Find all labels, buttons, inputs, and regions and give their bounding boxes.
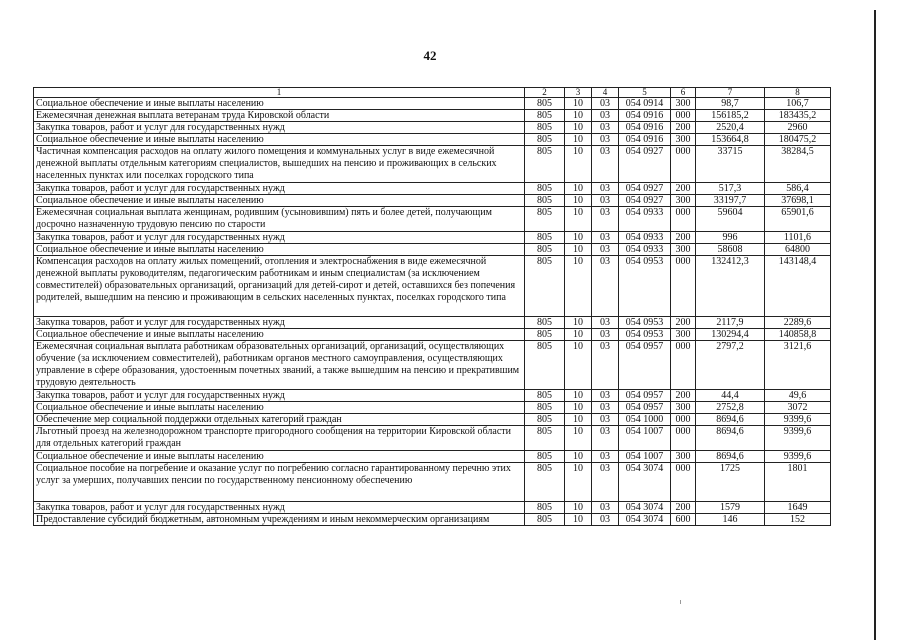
cell-ministry-code: 805 bbox=[525, 341, 565, 390]
cell-target-article: 054 0916 bbox=[619, 110, 671, 122]
row-name: Социальное обеспечение и иные выплаты населению bbox=[34, 329, 525, 341]
cell-section: 10 bbox=[565, 451, 592, 463]
cell-amount-col7: 132412,3 bbox=[696, 256, 765, 317]
cell-subsection: 03 bbox=[592, 232, 619, 244]
cell-ministry-code: 805 bbox=[525, 329, 565, 341]
cell-amount-col7: 1579 bbox=[696, 502, 765, 514]
cell-amount-col8: 140858,8 bbox=[765, 329, 831, 341]
row-name: Закупка товаров, работ и услуг для государственных нужд bbox=[34, 317, 525, 329]
cell-expense-type: 200 bbox=[671, 502, 696, 514]
cell-section: 10 bbox=[565, 426, 592, 451]
cell-amount-col7: 8694,6 bbox=[696, 451, 765, 463]
row-name: Частичная компенсация расходов на оплату жилого помещения и коммунальных услуг в виде ежемесячной денежной выплаты отдельным категориям специалистов, вышедших на пенсию и проживающих в сельских населенных пунктах или поселках городского типа bbox=[34, 146, 525, 183]
cell-target-article: 054 1000 bbox=[619, 414, 671, 426]
cell-section: 10 bbox=[565, 195, 592, 207]
column-header: 6 bbox=[671, 88, 696, 98]
cell-expense-type: 200 bbox=[671, 183, 696, 195]
cell-target-article: 054 0933 bbox=[619, 207, 671, 232]
cell-ministry-code: 805 bbox=[525, 134, 565, 146]
row-name: Льготный проезд на железнодорожном транспорте пригородного сообщения на территории Кировской области для отдельных категорий граждан bbox=[34, 426, 525, 451]
cell-target-article: 054 0916 bbox=[619, 134, 671, 146]
cell-section: 10 bbox=[565, 463, 592, 502]
cell-subsection: 03 bbox=[592, 414, 619, 426]
cell-amount-col8: 1801 bbox=[765, 463, 831, 502]
table-row bbox=[34, 146, 831, 183]
cell-ministry-code: 805 bbox=[525, 110, 565, 122]
row-name: Закупка товаров, работ и услуг для государственных нужд bbox=[34, 390, 525, 402]
cell-subsection: 03 bbox=[592, 207, 619, 232]
cell-subsection: 03 bbox=[592, 317, 619, 329]
row-name: Социальное обеспечение и иные выплаты населению bbox=[34, 451, 525, 463]
cell-amount-col7: 156185,2 bbox=[696, 110, 765, 122]
cell-target-article: 054 0933 bbox=[619, 232, 671, 244]
table-row bbox=[34, 110, 831, 122]
cell-target-article: 054 0927 bbox=[619, 195, 671, 207]
row-name: Социальное обеспечение и иные выплаты населению bbox=[34, 244, 525, 256]
scan-artifact bbox=[680, 600, 681, 604]
cell-target-article: 054 0914 bbox=[619, 98, 671, 110]
cell-expense-type: 000 bbox=[671, 463, 696, 502]
cell-expense-type: 600 bbox=[671, 514, 696, 526]
row-name: Закупка товаров, работ и услуг для государственных нужд bbox=[34, 232, 525, 244]
row-name: Социальное обеспечение и иные выплаты населению bbox=[34, 195, 525, 207]
cell-subsection: 03 bbox=[592, 463, 619, 502]
cell-target-article: 054 3074 bbox=[619, 502, 671, 514]
row-name: Социальное пособие на погребение и оказание услуг по погребению согласно гарантированному перечню этих услуг за умерших, получавших пенсии по государственному пенсионному обеспечению bbox=[34, 463, 525, 502]
cell-ministry-code: 805 bbox=[525, 256, 565, 317]
row-name: Ежемесячная социальная выплата работникам образовательных организаций, организаций, осуществляющих обучение (за исключением совместителей), работникам органов местного самоуправления, осуществляющих управление в сфере образования, удостоенным почетных званий, а также вышедшим на пенсию и прекратившим трудовую деятельность bbox=[34, 341, 525, 390]
cell-section: 10 bbox=[565, 414, 592, 426]
cell-section: 10 bbox=[565, 317, 592, 329]
table-row bbox=[34, 426, 831, 451]
cell-amount-col7: 59604 bbox=[696, 207, 765, 232]
cell-expense-type: 000 bbox=[671, 207, 696, 232]
cell-target-article: 054 0953 bbox=[619, 329, 671, 341]
cell-amount-col8: 1101,6 bbox=[765, 232, 831, 244]
binding-edge-line bbox=[874, 10, 876, 640]
cell-amount-col7: 98,7 bbox=[696, 98, 765, 110]
cell-ministry-code: 805 bbox=[525, 98, 565, 110]
row-name: Социальное обеспечение и иные выплаты населению bbox=[34, 98, 525, 110]
cell-amount-col8: 37698,1 bbox=[765, 195, 831, 207]
cell-expense-type: 300 bbox=[671, 98, 696, 110]
cell-ministry-code: 805 bbox=[525, 122, 565, 134]
cell-subsection: 03 bbox=[592, 341, 619, 390]
cell-amount-col7: 2752,8 bbox=[696, 402, 765, 414]
cell-amount-col8: 2960 bbox=[765, 122, 831, 134]
cell-target-article: 054 0927 bbox=[619, 146, 671, 183]
cell-ministry-code: 805 bbox=[525, 232, 565, 244]
budget-table bbox=[33, 87, 831, 526]
cell-ministry-code: 805 bbox=[525, 146, 565, 183]
cell-target-article: 054 1007 bbox=[619, 426, 671, 451]
cell-target-article: 054 3074 bbox=[619, 514, 671, 526]
table-row bbox=[34, 256, 831, 317]
table-row bbox=[34, 402, 831, 414]
cell-target-article: 054 1007 bbox=[619, 451, 671, 463]
cell-expense-type: 300 bbox=[671, 244, 696, 256]
table-row bbox=[34, 463, 831, 502]
table-row bbox=[34, 134, 831, 146]
cell-expense-type: 000 bbox=[671, 146, 696, 183]
cell-ministry-code: 805 bbox=[525, 514, 565, 526]
cell-ministry-code: 805 bbox=[525, 317, 565, 329]
cell-section: 10 bbox=[565, 341, 592, 390]
cell-subsection: 03 bbox=[592, 146, 619, 183]
cell-ministry-code: 805 bbox=[525, 463, 565, 502]
cell-section: 10 bbox=[565, 146, 592, 183]
cell-subsection: 03 bbox=[592, 502, 619, 514]
cell-ministry-code: 805 bbox=[525, 502, 565, 514]
cell-expense-type: 000 bbox=[671, 256, 696, 317]
row-name: Социальное обеспечение и иные выплаты населению bbox=[34, 134, 525, 146]
cell-target-article: 054 3074 bbox=[619, 463, 671, 502]
cell-expense-type: 200 bbox=[671, 122, 696, 134]
cell-ministry-code: 805 bbox=[525, 244, 565, 256]
cell-section: 10 bbox=[565, 122, 592, 134]
table-row bbox=[34, 98, 831, 110]
cell-amount-col7: 130294,4 bbox=[696, 329, 765, 341]
table-row bbox=[34, 390, 831, 402]
cell-ministry-code: 805 bbox=[525, 414, 565, 426]
cell-section: 10 bbox=[565, 390, 592, 402]
table-row bbox=[34, 122, 831, 134]
cell-expense-type: 000 bbox=[671, 414, 696, 426]
cell-subsection: 03 bbox=[592, 195, 619, 207]
cell-amount-col8: 183435,2 bbox=[765, 110, 831, 122]
cell-amount-col7: 2797,2 bbox=[696, 341, 765, 390]
row-name: Компенсация расходов на оплату жилых помещений, отопления и электроснабжения в виде ежемесячной денежной выплаты руководителям, педагогическим работникам и иным специалистам (за исключением совместителей) образовательных организаций, организаций для детей-сирот и детей, оставшихся без попечения родителей, вышедшим на пенсию и проживающим в сельских населенных пунктах, поселках городского типа bbox=[34, 256, 525, 317]
cell-subsection: 03 bbox=[592, 256, 619, 317]
cell-subsection: 03 bbox=[592, 426, 619, 451]
table-row bbox=[34, 414, 831, 426]
column-header: 4 bbox=[592, 88, 619, 98]
cell-amount-col8: 9399,6 bbox=[765, 451, 831, 463]
cell-amount-col7: 153664,8 bbox=[696, 134, 765, 146]
cell-expense-type: 300 bbox=[671, 195, 696, 207]
cell-section: 10 bbox=[565, 134, 592, 146]
cell-subsection: 03 bbox=[592, 134, 619, 146]
cell-section: 10 bbox=[565, 329, 592, 341]
cell-amount-col7: 44,4 bbox=[696, 390, 765, 402]
cell-section: 10 bbox=[565, 207, 592, 232]
cell-amount-col7: 146 bbox=[696, 514, 765, 526]
cell-amount-col7: 8694,6 bbox=[696, 414, 765, 426]
cell-expense-type: 000 bbox=[671, 110, 696, 122]
column-header: 2 bbox=[525, 88, 565, 98]
cell-amount-col8: 2289,6 bbox=[765, 317, 831, 329]
cell-section: 10 bbox=[565, 98, 592, 110]
cell-amount-col8: 64800 bbox=[765, 244, 831, 256]
cell-amount-col8: 38284,5 bbox=[765, 146, 831, 183]
cell-amount-col8: 106,7 bbox=[765, 98, 831, 110]
cell-expense-type: 300 bbox=[671, 451, 696, 463]
cell-section: 10 bbox=[565, 402, 592, 414]
table-row bbox=[34, 329, 831, 341]
cell-amount-col8: 3121,6 bbox=[765, 341, 831, 390]
cell-ministry-code: 805 bbox=[525, 207, 565, 232]
cell-amount-col7: 8694,6 bbox=[696, 426, 765, 451]
cell-expense-type: 300 bbox=[671, 134, 696, 146]
cell-expense-type: 000 bbox=[671, 341, 696, 390]
cell-section: 10 bbox=[565, 244, 592, 256]
cell-amount-col8: 152 bbox=[765, 514, 831, 526]
cell-target-article: 054 0953 bbox=[619, 256, 671, 317]
cell-target-article: 054 0957 bbox=[619, 402, 671, 414]
table-header-row bbox=[34, 88, 831, 98]
cell-section: 10 bbox=[565, 514, 592, 526]
column-header: 1 bbox=[34, 88, 525, 98]
cell-expense-type: 300 bbox=[671, 402, 696, 414]
cell-subsection: 03 bbox=[592, 122, 619, 134]
cell-amount-col7: 2520,4 bbox=[696, 122, 765, 134]
cell-amount-col8: 180475,2 bbox=[765, 134, 831, 146]
row-name: Закупка товаров, работ и услуг для государственных нужд bbox=[34, 183, 525, 195]
cell-subsection: 03 bbox=[592, 98, 619, 110]
cell-amount-col8: 9399,6 bbox=[765, 426, 831, 451]
column-header: 5 bbox=[619, 88, 671, 98]
cell-ministry-code: 805 bbox=[525, 426, 565, 451]
column-header: 8 bbox=[765, 88, 831, 98]
table-row bbox=[34, 514, 831, 526]
table-row bbox=[34, 195, 831, 207]
cell-target-article: 054 0953 bbox=[619, 317, 671, 329]
table-row bbox=[34, 502, 831, 514]
row-name: Закупка товаров, работ и услуг для государственных нужд bbox=[34, 502, 525, 514]
cell-ministry-code: 805 bbox=[525, 402, 565, 414]
cell-amount-col7: 33197,7 bbox=[696, 195, 765, 207]
cell-expense-type: 200 bbox=[671, 317, 696, 329]
page-number: 42 bbox=[423, 48, 437, 63]
cell-ministry-code: 805 bbox=[525, 195, 565, 207]
cell-subsection: 03 bbox=[592, 329, 619, 341]
row-name: Ежемесячная социальная выплата женщинам, родившим (усыновившим) пять и более детей, получающим досрочно назначенную трудовую пенсию по старости bbox=[34, 207, 525, 232]
row-name: Социальное обеспечение и иные выплаты населению bbox=[34, 402, 525, 414]
cell-subsection: 03 bbox=[592, 110, 619, 122]
column-header: 3 bbox=[565, 88, 592, 98]
cell-amount-col7: 33715 bbox=[696, 146, 765, 183]
cell-target-article: 054 0916 bbox=[619, 122, 671, 134]
column-header: 7 bbox=[696, 88, 765, 98]
table-row bbox=[34, 207, 831, 232]
cell-subsection: 03 bbox=[592, 390, 619, 402]
row-name: Обеспечение мер социальной поддержки отдельных категорий граждан bbox=[34, 414, 525, 426]
cell-subsection: 03 bbox=[592, 402, 619, 414]
cell-expense-type: 200 bbox=[671, 232, 696, 244]
cell-section: 10 bbox=[565, 502, 592, 514]
cell-target-article: 054 0927 bbox=[619, 183, 671, 195]
cell-section: 10 bbox=[565, 256, 592, 317]
cell-target-article: 054 0933 bbox=[619, 244, 671, 256]
table-row bbox=[34, 183, 831, 195]
cell-ministry-code: 805 bbox=[525, 183, 565, 195]
table-row bbox=[34, 232, 831, 244]
cell-amount-col8: 1649 bbox=[765, 502, 831, 514]
cell-amount-col8: 65901,6 bbox=[765, 207, 831, 232]
row-name: Предоставление субсидий бюджетным, автономным учреждениям и иным некоммерческим организациям bbox=[34, 514, 525, 526]
cell-amount-col8: 586,4 bbox=[765, 183, 831, 195]
cell-subsection: 03 bbox=[592, 451, 619, 463]
cell-amount-col8: 143148,4 bbox=[765, 256, 831, 317]
cell-target-article: 054 0957 bbox=[619, 341, 671, 390]
cell-target-article: 054 0957 bbox=[619, 390, 671, 402]
cell-ministry-code: 805 bbox=[525, 390, 565, 402]
cell-amount-col8: 9399,6 bbox=[765, 414, 831, 426]
cell-expense-type: 200 bbox=[671, 390, 696, 402]
cell-amount-col8: 3072 bbox=[765, 402, 831, 414]
cell-amount-col7: 517,3 bbox=[696, 183, 765, 195]
cell-subsection: 03 bbox=[592, 183, 619, 195]
cell-expense-type: 300 bbox=[671, 329, 696, 341]
table-row bbox=[34, 451, 831, 463]
cell-expense-type: 000 bbox=[671, 426, 696, 451]
cell-section: 10 bbox=[565, 183, 592, 195]
cell-section: 10 bbox=[565, 110, 592, 122]
table-row bbox=[34, 341, 831, 390]
row-name: Закупка товаров, работ и услуг для государственных нужд bbox=[34, 122, 525, 134]
cell-section: 10 bbox=[565, 232, 592, 244]
row-name: Ежемесячная денежная выплата ветеранам труда Кировской области bbox=[34, 110, 525, 122]
cell-amount-col7: 1725 bbox=[696, 463, 765, 502]
cell-ministry-code: 805 bbox=[525, 451, 565, 463]
cell-subsection: 03 bbox=[592, 514, 619, 526]
table-row bbox=[34, 244, 831, 256]
cell-amount-col7: 2117,9 bbox=[696, 317, 765, 329]
cell-amount-col7: 996 bbox=[696, 232, 765, 244]
table-row bbox=[34, 317, 831, 329]
cell-subsection: 03 bbox=[592, 244, 619, 256]
cell-amount-col7: 58608 bbox=[696, 244, 765, 256]
cell-amount-col8: 49,6 bbox=[765, 390, 831, 402]
